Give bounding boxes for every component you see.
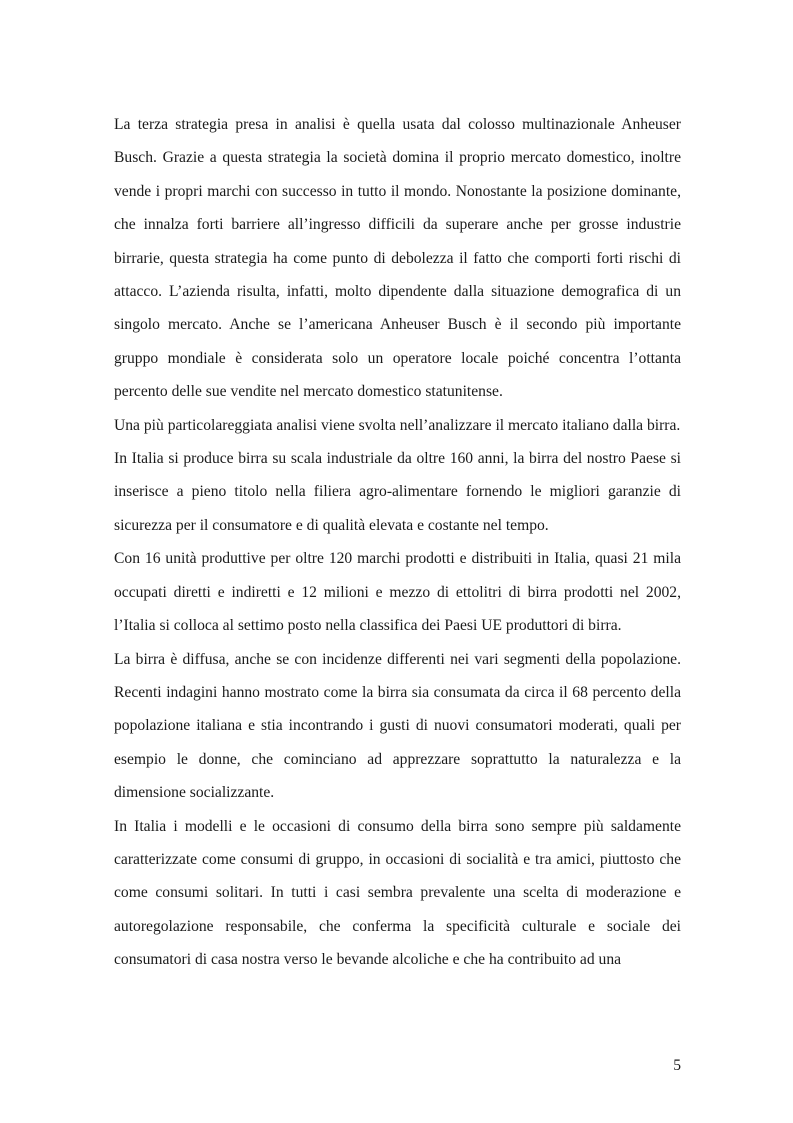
paragraph-anheuser-busch-strategy: La terza strategia presa in analisi è quella usata dal colosso multinazionale Anheuser Busch. Grazie a questa strategia la società domina il proprio mercato domestico, inoltre vende i propri marchi con successo in tutto il mondo. Nonostante la posizione dominante, che innalza forti barriere all’ingresso difficili da superare anche per grosse industrie birrarie, questa strategia ha come punto di debolezza il fatto che comporti forti rischi di attacco. L’azienda risulta, infatti, molto dipendente dalla situazione demografica di un singolo mercato. Anche se l’americana Anheuser Busch è il secondo più importante gruppo mondiale è considerata solo un operatore locale poiché concentra l’ottanta percento delle sue vendite nel mercato domestico statunitense. — [114, 116, 681, 401]
page-number: 5 — [673, 1057, 681, 1074]
paragraph-italian-beer-production: In Italia si produce birra su scala industriale da oltre 160 anni, la birra del nostro Paese si inserisce a pieno titolo nella filiera agro-alimentare fornendo le migliori garanzie di sicurezza per il consumatore e di qualità elevata e costante nel tempo. — [114, 450, 681, 534]
body-text — [114, 108, 681, 977]
paragraph-italian-market-analysis: Una più particolareggiata analisi viene svolta nell’analizzare il mercato italiano dalla birra. — [114, 416, 681, 434]
paragraph-beer-diffusion: La birra è diffusa, anche se con incidenze differenti nei vari segmenti della popolazione. Recenti indagini hanno mostrato come la birra sia consumata da circa il 68 percento della popolazione italiana e stia incontrando i gusti di nuovi consumatori moderati, quali per esempio le donne, che cominciano ad apprezzare soprattutto la naturalezza e la dimensione socializzante. — [114, 650, 681, 802]
paragraph-production-figures: Con 16 unità produttive per oltre 120 marchi prodotti e distribuiti in Italia, quasi 21 mila occupati diretti e indiretti e 12 milioni e mezzo di ettolitri di birra prodotti nel 2002, l’Italia si colloca al settimo posto nella classifica dei Paesi UE produttori di birra. — [114, 550, 681, 635]
paragraph-consumption-models: In Italia i modelli e le occasioni di consumo della birra sono sempre più saldamente caratterizzate come consumi di gruppo, in occasioni di socialità e tra amici, piuttosto che come consumi solitari. In tutti i casi sembra prevalente una scelta di moderazione e autoregolazione responsabile, che conferma la specificità culturale e sociale dei consumatori di casa nostra verso le bevande alcoliche e che ha contribuito ad una — [114, 817, 681, 969]
